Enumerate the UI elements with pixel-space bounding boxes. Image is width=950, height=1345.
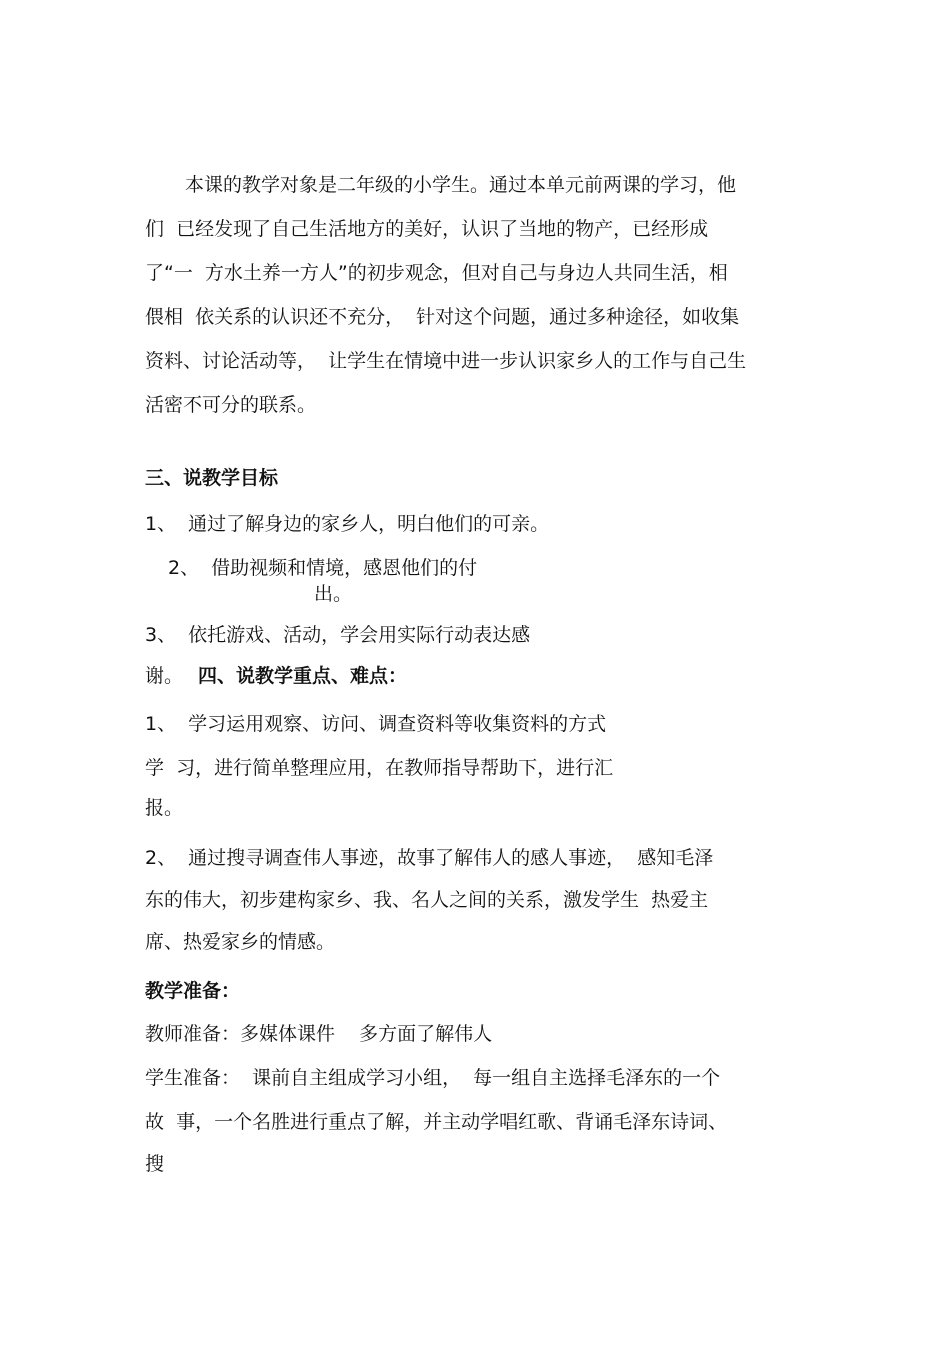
goal-1: 1、 通过了解身边的家乡人，明白他们的可亲。 — [145, 513, 550, 535]
prep-student-line-2: 故 事，一个名胜进行重点了解，并主动学唱红歌、背诵毛泽东诗词、 — [145, 1111, 728, 1133]
point-2-line-2: 东的伟大，初步建构家乡、我、名人之间的关系，激发学生 热爱主 — [145, 889, 709, 911]
intro-line-3: 了“一 方水土养一方人”的初步观念，但对自己与身边人共同生活，相 — [145, 262, 728, 284]
point-1-line-1: 1、 学习运用观察、访问、调查资料等收集资料的方式 — [145, 713, 607, 735]
goal-2: 2、 借助视频和情境，感恩他们的付 — [168, 557, 478, 579]
prep-student-line-1: 学生准备： 课前自主组成学习小组， 每一组自主选择毛泽东的一个 — [145, 1067, 721, 1089]
goal-3-end: 谢。 — [145, 665, 184, 687]
point-2-line-3: 席、热爱家乡的情感。 — [145, 931, 336, 953]
point-2-line-1: 2、 通过搜寻调查伟人事迹，故事了解伟人的感人事迹， 感知毛泽 — [145, 847, 714, 869]
intro-line-5: 资料、讨论活动等， 让学生在情境中进一步认识家乡人的工作与自己生 — [145, 350, 747, 372]
prep-teacher: 教师准备：多媒体课件 多方面了解伟人 — [145, 1023, 493, 1045]
point-1-line-2: 学 习，进行简单整理应用，在教师指导帮助下，进行汇 — [145, 757, 614, 779]
intro-line-4: 偎相 依关系的认识还不充分， 针对这个问题，通过多种途径，如收集 — [145, 306, 740, 328]
prep-student-line-3: 搜 — [145, 1153, 165, 1175]
intro-line-6: 活密不可分的联系。 — [145, 394, 317, 416]
section3-heading: 三、说教学目标 — [145, 467, 279, 489]
prep-heading: 教学准备： — [145, 980, 241, 1002]
intro-line-2: 们 已经发现了自己生活地方的美好，认识了当地的物产，已经形成 — [145, 218, 709, 240]
goal-2-end: 出。 — [314, 583, 353, 605]
goal-3: 3、 依托游戏、活动，学会用实际行动表达感 — [145, 624, 531, 646]
intro-line-1: 本课的教学对象是二年级的小学生。通过本单元前两课的学习，他 — [185, 174, 737, 196]
section4-heading: 四、说教学重点、难点： — [198, 665, 408, 687]
point-1-line-3: 报。 — [145, 797, 184, 819]
